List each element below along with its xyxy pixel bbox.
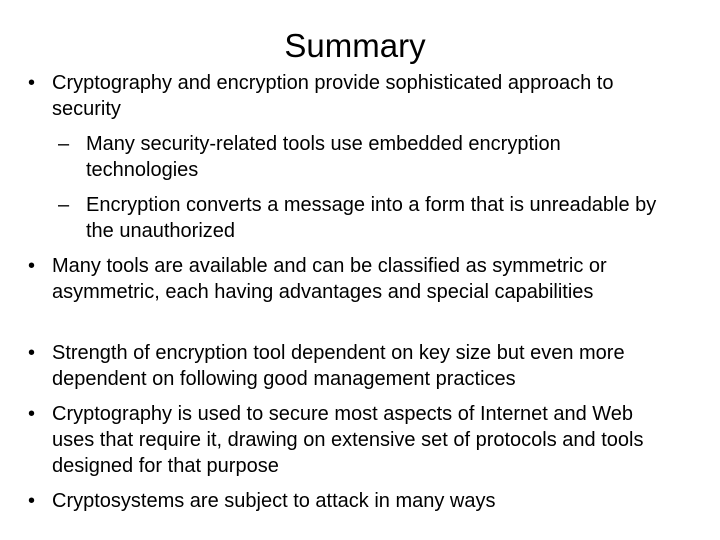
bullet-marker: •: [28, 403, 36, 425]
bullet-marker: •: [28, 490, 36, 512]
subbullet-text: Many security-related tools use embedded encryption technologies: [86, 133, 561, 181]
bullet-cryptosystems-attack: [28, 488, 672, 514]
bullet-symmetric-asymmetric: [28, 253, 672, 305]
bullet-marker: •: [28, 72, 36, 94]
bullet-marker: •: [28, 342, 36, 364]
slide-title: Summary: [284, 27, 426, 64]
subbullet-text: Encryption converts a message into a form that is unreadable by the unauthorized: [86, 194, 657, 242]
bullet-key-size: [28, 340, 672, 392]
dash-marker: –: [58, 194, 70, 216]
bullet-text: Cryptography and encryption provide sophisticated approach to security: [52, 72, 614, 120]
bullet-text: Strength of encryption tool dependent on key size but even more dependent on following good management practices: [52, 342, 625, 390]
bullet-marker: •: [28, 255, 36, 277]
bullet-text: Cryptography is used to secure most aspects of Internet and Web uses that require it, drawing on extensive set of protocols and tools designed for that purpose: [52, 403, 644, 477]
dash-marker: –: [58, 133, 70, 155]
bullet-text: Many tools are available and can be classified as symmetric or asymmetric, each having advantages and special capabilities: [52, 255, 607, 303]
bullet-text: Cryptosystems are subject to attack in many ways: [52, 490, 496, 512]
bullet-internet-web: [28, 401, 672, 479]
bullet-crypto-approach: [28, 70, 672, 122]
subbullet-embedded-encryption: [58, 131, 666, 183]
subbullet-encryption-converts: [58, 192, 666, 244]
